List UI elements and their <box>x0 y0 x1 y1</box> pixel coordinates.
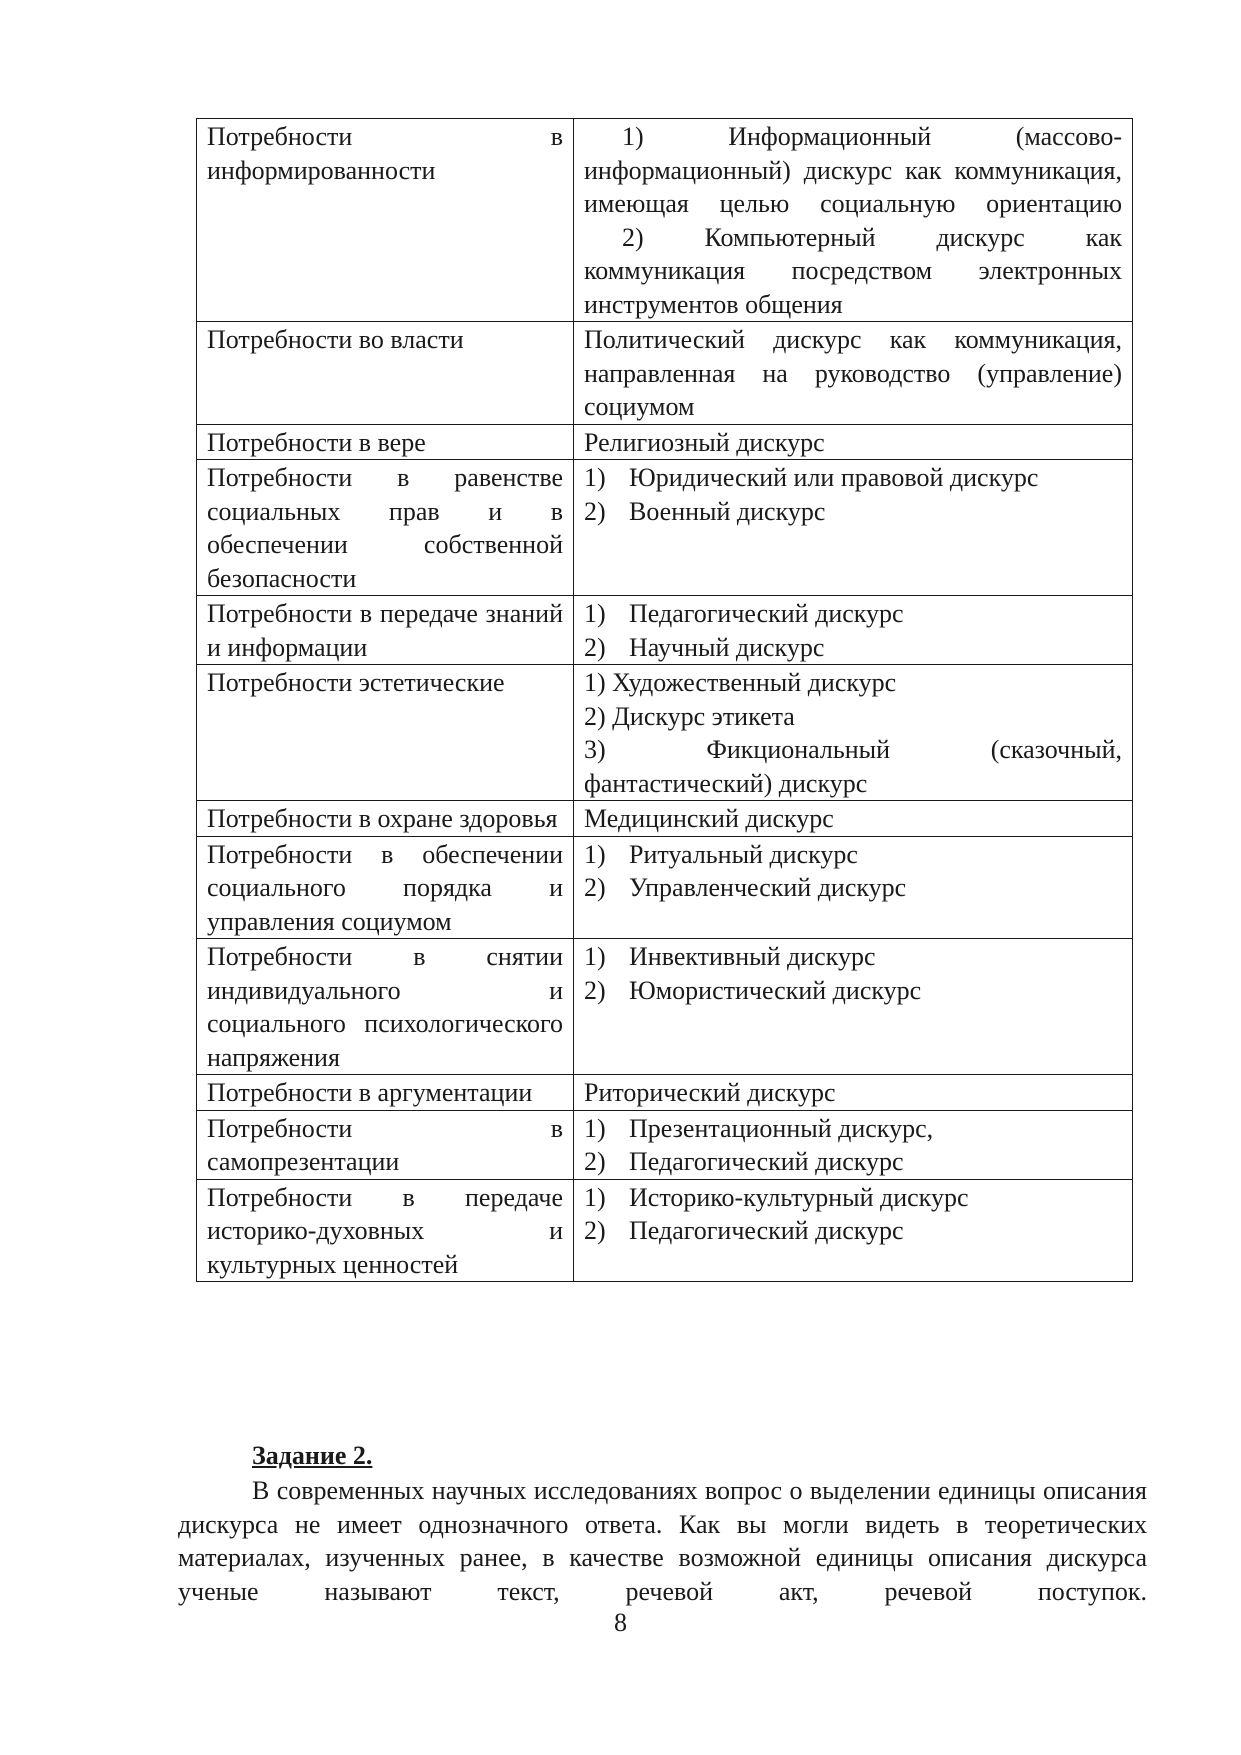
item-number: 2) <box>584 873 606 902</box>
discourse-cell <box>574 1075 1133 1111</box>
discourse-list-item <box>584 631 1122 665</box>
item-text: Научный дискурс <box>629 632 825 662</box>
table-row <box>197 1075 1133 1111</box>
discourse-cell <box>574 322 1133 425</box>
item-text: Презентационный дискурс, <box>629 1113 934 1143</box>
item-number: 1) <box>584 1182 606 1212</box>
need-cell <box>197 596 574 665</box>
discourse-cell <box>574 665 1133 801</box>
discourse-list-item <box>584 1181 1122 1215</box>
discourse-list-item <box>584 871 1122 905</box>
table-row <box>197 460 1133 596</box>
discourse-list-item <box>584 666 1122 700</box>
item-text: Юмористический дискурс <box>629 975 922 1005</box>
item-text: Педагогический дискурс <box>629 1216 904 1245</box>
item-text: Педагогический дискурс <box>629 1147 904 1176</box>
need-text: Потребности во власти <box>207 325 464 354</box>
table-row <box>197 322 1133 425</box>
item-number: 3) <box>584 735 606 764</box>
discourse-cell <box>574 939 1133 1075</box>
item-number: 2) <box>584 496 606 526</box>
discourse-list-item <box>584 940 1122 974</box>
item-number: 2) <box>584 1147 606 1176</box>
task-heading: Задание 2. <box>252 1441 373 1470</box>
need-text: Потребности в охране здоровья <box>207 804 558 833</box>
discourse-list-item <box>584 1214 1122 1248</box>
needs-discourse-table <box>196 118 1133 1282</box>
discourse-list-item <box>584 838 1122 872</box>
item-text: Информационный (массово-информационный) дискурс как коммуникация, имеющая целью социальную ориентацию <box>584 122 1123 218</box>
discourse-text: Религиозный дискурс <box>584 427 825 457</box>
table-row <box>197 1110 1133 1179</box>
discourse-list-item <box>584 221 1122 322</box>
need-cell <box>197 119 574 322</box>
discourse-list-item <box>584 733 1122 800</box>
item-text: Историко-культурный дискурс <box>629 1182 969 1212</box>
discourse-list-item <box>584 974 1122 1008</box>
need-cell <box>197 1179 574 1282</box>
discourse-text: Политический дискурс как коммуникация, направленная на руководство (управление) социумом <box>584 325 1122 421</box>
discourse-cell <box>574 1110 1133 1179</box>
discourse-cell <box>574 119 1133 322</box>
item-text: Педагогический дискурс <box>629 599 904 628</box>
need-text: Потребности в вере <box>207 427 426 457</box>
table-row <box>197 665 1133 801</box>
item-text: Ритуальный дискурс <box>629 839 858 869</box>
item-text: Компьютерный дискурс как коммуникация посредством электронных инструментов общения <box>584 222 1123 319</box>
discourse-cell <box>574 801 1133 837</box>
discourse-list-item <box>584 1112 1122 1146</box>
need-cell <box>197 1075 574 1111</box>
need-cell <box>197 322 574 425</box>
item-number: 1) <box>584 839 606 869</box>
discourse-list-item <box>584 461 1122 495</box>
need-cell <box>197 424 574 460</box>
item-number: 2) <box>584 701 606 731</box>
table-row <box>197 1179 1133 1282</box>
item-number: 2) <box>622 222 644 252</box>
discourse-cell <box>574 1179 1133 1282</box>
item-text: Художественный дискурс <box>612 668 897 697</box>
item-text: Управленческий дискурс <box>629 873 907 902</box>
task-paragraph: В современных научных исследованиях вопрос о выделении единицы описания дискурса не имеет однозначного ответа. Как вы могли видеть в теоретических материалах, изученных ранее, в качестве возможной единицы описания дискурса ученые называют текст, речевой акт, речевой поступок. <box>178 1476 1147 1606</box>
item-text: Фикциональный (сказочный, фантастический) дискурс <box>584 735 1122 798</box>
discourse-cell <box>574 424 1133 460</box>
item-text: Инвективный дискурс <box>629 942 876 971</box>
item-number: 1) <box>584 599 606 628</box>
need-cell <box>197 460 574 596</box>
discourse-cell <box>574 460 1133 596</box>
table-row <box>197 939 1133 1075</box>
item-text: Юридический или правовой дискурс <box>629 463 1039 492</box>
item-text: Дискурс этикета <box>612 701 795 731</box>
discourse-cell <box>574 836 1133 939</box>
item-number: 2) <box>584 975 606 1005</box>
need-text: Потребности в информированности <box>207 122 563 185</box>
need-text: Потребности в обеспечении социального порядка и управления социумом <box>207 839 563 936</box>
item-number: 1) <box>584 463 606 492</box>
need-text: Потребности в самопрезентации <box>207 1113 563 1176</box>
need-cell <box>197 801 574 837</box>
need-cell <box>197 1110 574 1179</box>
item-number: 1) <box>622 122 644 151</box>
table-row <box>197 424 1133 460</box>
table-row <box>197 836 1133 939</box>
need-cell <box>197 665 574 801</box>
need-text: Потребности в передаче историко-духовных и культурных ценностей <box>207 1182 563 1279</box>
discourse-list-item <box>584 700 1122 734</box>
table-row <box>197 119 1133 322</box>
need-text: Потребности в равенстве социальных прав и в обеспечении собственной безопасности <box>207 463 563 593</box>
discourse-text: Медицинский дискурс <box>584 804 834 833</box>
discourse-list-item <box>584 120 1122 221</box>
item-number: 1) <box>584 942 606 971</box>
need-cell <box>197 939 574 1075</box>
need-text: Потребности в аргументации <box>207 1078 533 1107</box>
discourse-cell <box>574 596 1133 665</box>
need-text: Потребности эстетические <box>207 668 505 697</box>
discourse-list-item <box>584 597 1122 631</box>
need-cell <box>197 836 574 939</box>
discourse-text: Риторический дискурс <box>584 1078 836 1107</box>
item-number: 1) <box>584 668 606 697</box>
need-text: Потребности в передаче знаний и информации <box>207 599 563 662</box>
table-row <box>197 801 1133 837</box>
need-text: Потребности в снятии индивидуального и социального психологического напряжения <box>207 942 563 1072</box>
item-number: 2) <box>584 632 606 662</box>
discourse-list-item <box>584 1145 1122 1179</box>
discourse-list-item <box>584 495 1122 529</box>
item-number: 1) <box>584 1113 606 1143</box>
item-text: Военный дискурс <box>629 496 826 526</box>
page-number: 8 <box>614 1608 627 1637</box>
item-number: 2) <box>584 1216 606 1245</box>
table-row <box>197 596 1133 665</box>
